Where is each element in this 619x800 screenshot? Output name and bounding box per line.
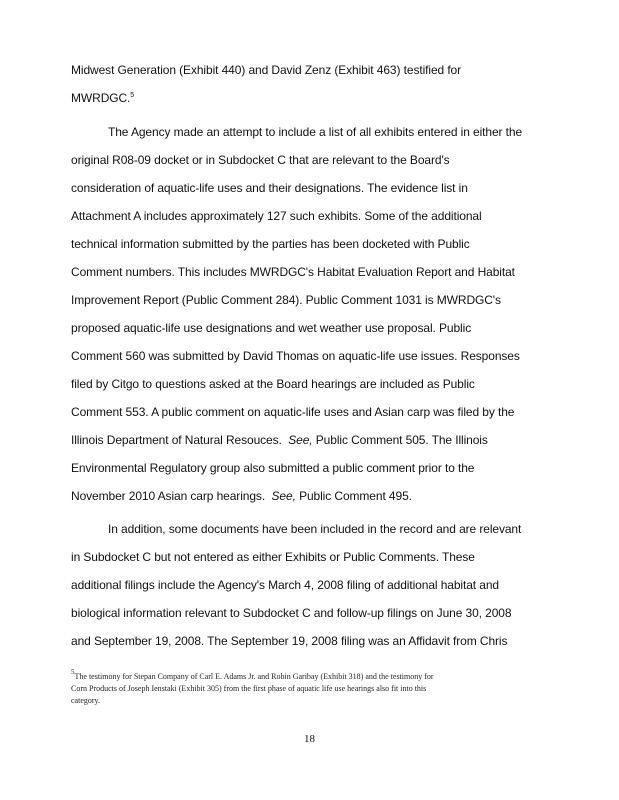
see-signal-1: See, — [288, 433, 313, 447]
line-14-text-a: November 2010 Asian carp hearings. — [71, 489, 266, 503]
footnote-line-1 — [71, 668, 434, 682]
paragraph-2-line-12 — [71, 433, 488, 447]
paragraph-3-line-4: biological information relevant to Subdocket C and follow-up filings on June 30, 2008 — [71, 606, 512, 620]
body-line-2 — [71, 91, 134, 105]
body-line-1: Midwest Generation (Exhibit 440) and David Zenz (Exhibit 463) testified for — [71, 63, 462, 77]
paragraph-2-line-11: Comment 553. A public comment on aquatic-life uses and Asian carp was filed by the — [71, 405, 515, 419]
paragraph-3-line-1: In addition, some documents have been included in the record and are relevant — [108, 522, 522, 536]
paragraph-2-line-9: Comment 560 was submitted by David Thomas on aquatic-life use issues. Responses — [71, 349, 520, 363]
paragraph-2-line-3: consideration of aquatic-life uses and their designations. The evidence list in — [71, 181, 468, 195]
paragraph-2-line-1: The Agency made an attempt to include a list of all exhibits entered in either the — [108, 125, 523, 139]
page-number: 18 — [304, 733, 315, 745]
paragraph-3-line-5: and September 19, 2008. The September 19, 2008 filing was an Affidavit from Chris — [71, 634, 508, 648]
footnote-line-3: category. — [71, 696, 101, 705]
paragraph-2-line-7: Improvement Report (Public Comment 284). Public Comment 1031 is MWRDGC's — [71, 293, 501, 307]
line-12-text-a: Illinois Department of Natural Resouces. — [71, 433, 282, 447]
paragraph-2-line-2: original R08-09 docket or in Subdocket C that are relevant to the Board's — [71, 153, 450, 167]
footnote-line-2: Corn Products of Joseph Ienstaki (Exhibit 305) from the first phase of aquatic life use hearings also fit into this — [71, 684, 427, 693]
footnote-divider — [71, 662, 221, 663]
paragraph-3-line-3: additional filings include the Agency's March 4, 2008 filing of additional habitat and — [71, 578, 499, 592]
footnote-marker: 5 — [130, 92, 135, 99]
footnote-number: 5 — [71, 668, 75, 676]
paragraph-2-line-14 — [71, 489, 412, 503]
line-12-text-b: Public Comment 505. The Illinois — [315, 433, 488, 447]
paragraph-3-line-2: in Subdocket C but not entered as either Exhibits or Public Comments. These — [71, 550, 475, 564]
see-signal-2: See, — [271, 489, 296, 503]
paragraph-2-line-6: Comment numbers. This includes MWRDGC's Habitat Evaluation Report and Habitat — [71, 265, 515, 279]
footnote-text-1: The testimony for Stepan Company of Carl E. Adams Jr. and Robin Garibay (Exhibit 318) and the testimony for — [74, 672, 434, 681]
paragraph-2-line-4: Attachment A includes approximately 127 such exhibits. Some of the additional — [71, 209, 482, 223]
paragraph-2-line-5: technical information submitted by the parties has been docketed with Public — [71, 237, 470, 251]
paragraph-2-line-10: filed by Citgo to questions asked at the Board hearings are included as Public — [71, 377, 475, 391]
line-14-text-b: Public Comment 495. — [299, 489, 412, 503]
body-line-2-text: MWRDGC. — [71, 91, 131, 105]
paragraph-2-line-13: Environmental Regulatory group also submitted a public comment prior to the — [71, 461, 475, 475]
paragraph-2-line-8: proposed aquatic-life use designations and wet weather use proposal. Public — [71, 321, 472, 335]
